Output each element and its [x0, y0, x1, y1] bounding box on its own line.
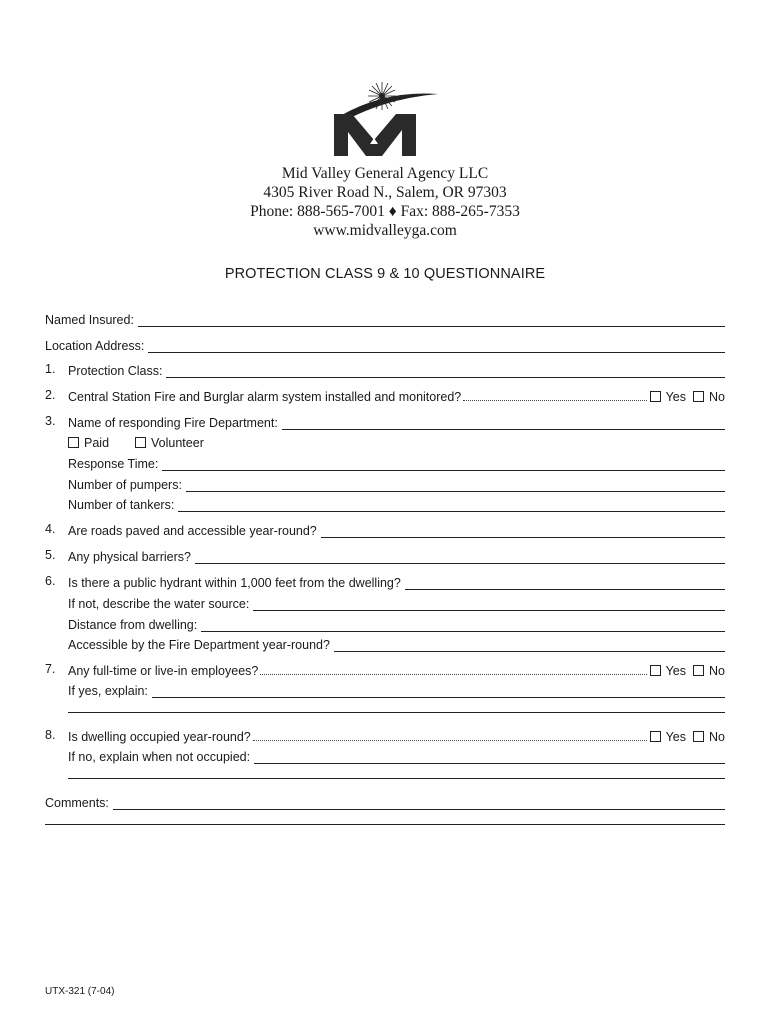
q7-no-option[interactable]: No: [693, 664, 725, 678]
q7-extra-line[interactable]: [68, 712, 725, 713]
roads-field[interactable]: [321, 525, 725, 538]
response-time-row: [68, 455, 725, 471]
checkbox-icon[interactable]: [650, 731, 661, 742]
comments-label: Comments:: [45, 796, 109, 810]
paid-option[interactable]: Paid: [68, 436, 109, 450]
company-name: Mid Valley General Agency LLC: [281, 165, 489, 182]
q7-explain-label: If yes, explain:: [68, 684, 148, 698]
q8-extra-line[interactable]: [68, 778, 725, 779]
q8-no-option[interactable]: No: [693, 730, 725, 744]
q8-explain-row: [68, 748, 725, 764]
barriers-field[interactable]: [195, 551, 725, 564]
q7-row: [68, 662, 725, 678]
q7-label: Any full-time or live-in employees?: [68, 664, 259, 678]
tankers-field[interactable]: [178, 499, 725, 512]
q4-number: 4.: [45, 522, 56, 536]
tankers-row: [68, 496, 725, 512]
q7-yes-option[interactable]: Yes: [650, 664, 686, 678]
named-insured-row: [45, 311, 725, 327]
q3-number: 3.: [45, 414, 56, 428]
q2-yes-option[interactable]: Yes: [650, 390, 686, 404]
water-source-row: [68, 595, 725, 611]
q2-number: 2.: [45, 388, 56, 402]
q1-number: 1.: [45, 362, 56, 376]
q8-number: 8.: [45, 728, 56, 742]
mv-letter-icon: [334, 114, 416, 156]
q5-row: [68, 548, 725, 564]
q8-label: Is dwelling occupied year-round?: [68, 730, 251, 744]
q6-label: Is there a public hydrant within 1,000 feet from the dwelling?: [68, 576, 401, 590]
volunteer-option[interactable]: Volunteer: [135, 436, 204, 450]
q3-paid-volunteer-row: [68, 434, 368, 450]
response-time-field[interactable]: [162, 458, 725, 471]
swoosh-icon: [340, 93, 438, 118]
q8-explain-field[interactable]: [254, 751, 725, 764]
company-phone-fax: Phone: 888-565-7001 ♦ Fax: 888-265-7353: [250, 203, 520, 220]
checkbox-icon[interactable]: [693, 391, 704, 402]
comments-extra-line[interactable]: [45, 824, 725, 825]
q5-label: Any physical barriers?: [68, 550, 191, 564]
hydrant-field[interactable]: [405, 577, 725, 590]
protection-class-field[interactable]: [166, 365, 725, 378]
checkbox-icon[interactable]: [693, 665, 704, 676]
form-title: PROTECTION CLASS 9 & 10 QUESTIONNAIRE: [224, 266, 546, 282]
q3-row: [68, 414, 725, 430]
pumpers-label: Number of pumpers:: [68, 478, 182, 492]
checkbox-icon[interactable]: [68, 437, 79, 448]
distance-field[interactable]: [201, 619, 725, 632]
accessible-label: Accessible by the Fire Department year-round?: [68, 638, 330, 652]
q2-no-option[interactable]: No: [693, 390, 725, 404]
q8-yes-option[interactable]: Yes: [650, 730, 686, 744]
water-source-field[interactable]: [253, 598, 725, 611]
checkbox-icon[interactable]: [650, 391, 661, 402]
location-address-row: [45, 337, 725, 353]
checkbox-icon[interactable]: [693, 731, 704, 742]
q7-number: 7.: [45, 662, 56, 676]
accessible-row: [68, 636, 725, 652]
leader-dots: [463, 399, 646, 401]
q5-number: 5.: [45, 548, 56, 562]
q3-label: Name of responding Fire Department:: [68, 416, 278, 430]
q4-label: Are roads paved and accessible year-round?: [68, 524, 317, 538]
named-insured-field[interactable]: [138, 314, 725, 327]
q4-row: [68, 522, 725, 538]
water-source-label: If not, describe the water source:: [68, 597, 250, 611]
company-website: www.midvalleyga.com: [313, 222, 457, 239]
location-address-label: Location Address:: [45, 339, 145, 353]
company-logo: [330, 80, 442, 158]
response-time-label: Response Time:: [68, 457, 159, 471]
q7-explain-field[interactable]: [152, 685, 725, 698]
q8-row: [68, 728, 725, 744]
pumpers-row: [68, 476, 725, 492]
checkbox-icon[interactable]: [650, 665, 661, 676]
distance-row: [68, 616, 725, 632]
q6-row: [68, 574, 725, 590]
location-address-field[interactable]: [148, 340, 725, 353]
q1-row: [68, 362, 725, 378]
distance-label: Distance from dwelling:: [68, 618, 198, 632]
comments-field[interactable]: [113, 797, 725, 810]
q1-label: Protection Class:: [68, 364, 163, 378]
leader-dots: [260, 673, 646, 675]
comments-row: [45, 794, 725, 810]
pumpers-field[interactable]: [186, 479, 725, 492]
fire-department-field[interactable]: [282, 417, 725, 430]
q6-number: 6.: [45, 574, 56, 588]
form-code: UTX-321 (7-04): [45, 986, 115, 997]
company-address: 4305 River Road N., Salem, OR 97303: [263, 184, 507, 201]
checkbox-icon[interactable]: [135, 437, 146, 448]
q2-label: Central Station Fire and Burglar alarm system installed and monitored?: [68, 390, 462, 404]
named-insured-label: Named Insured:: [45, 313, 134, 327]
q7-explain-row: [68, 682, 725, 698]
tankers-label: Number of tankers:: [68, 498, 175, 512]
leader-dots: [253, 739, 647, 741]
accessible-field[interactable]: [334, 639, 725, 652]
q8-explain-label: If no, explain when not occupied:: [68, 750, 251, 764]
q2-row: [68, 388, 725, 404]
